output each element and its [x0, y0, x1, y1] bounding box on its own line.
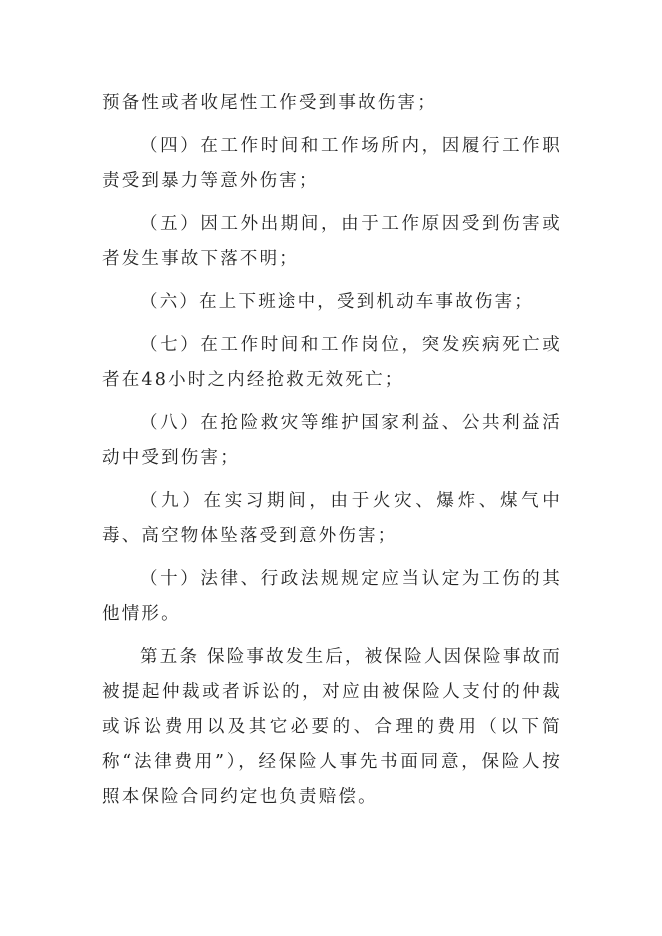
paragraph-item-4: （四）在工作时间和工作场所内，因履行工作职责受到暴力等意外伤害；	[102, 136, 562, 191]
paragraph-item-9: （九）在实习期间，由于火灾、爆炸、煤气中毒、高空物体坠落受到意外伤害；	[102, 491, 562, 546]
paragraph-item-8: （八）在抢险救灾等维护国家利益、公共利益活动中受到伤害；	[102, 413, 562, 468]
document-page	[102, 86, 562, 815]
paragraph-item-5: （五）因工外出期间，由于工作原因受到伤害或者发生事故下落不明；	[102, 214, 562, 269]
paragraph-continuation: 预备性或者收尾性工作受到事故伤害；	[102, 93, 437, 113]
article-5-paragraph: 第五条 保险事故发生后，被保险人因保险事故而被提起仲裁或者诉讼的，对应由被保险人支付的仲裁或诉讼费用以及其它必要的、合理的费用（以下简称“法律费用”），经保险人事先书面同意，保险人按照本保险合同约定也负责赔偿。	[102, 647, 562, 807]
paragraph-item-7: （七）在工作时间和工作岗位，突发疾病死亡或者在48小时之内经抢救无效死亡；	[102, 335, 562, 390]
paragraph-item-6: （六）在上下班途中，受到机动车事故伤害；	[140, 292, 534, 312]
paragraph-item-10: （十）法律、行政法规规定应当认定为工伤的其他情形。	[102, 569, 562, 624]
